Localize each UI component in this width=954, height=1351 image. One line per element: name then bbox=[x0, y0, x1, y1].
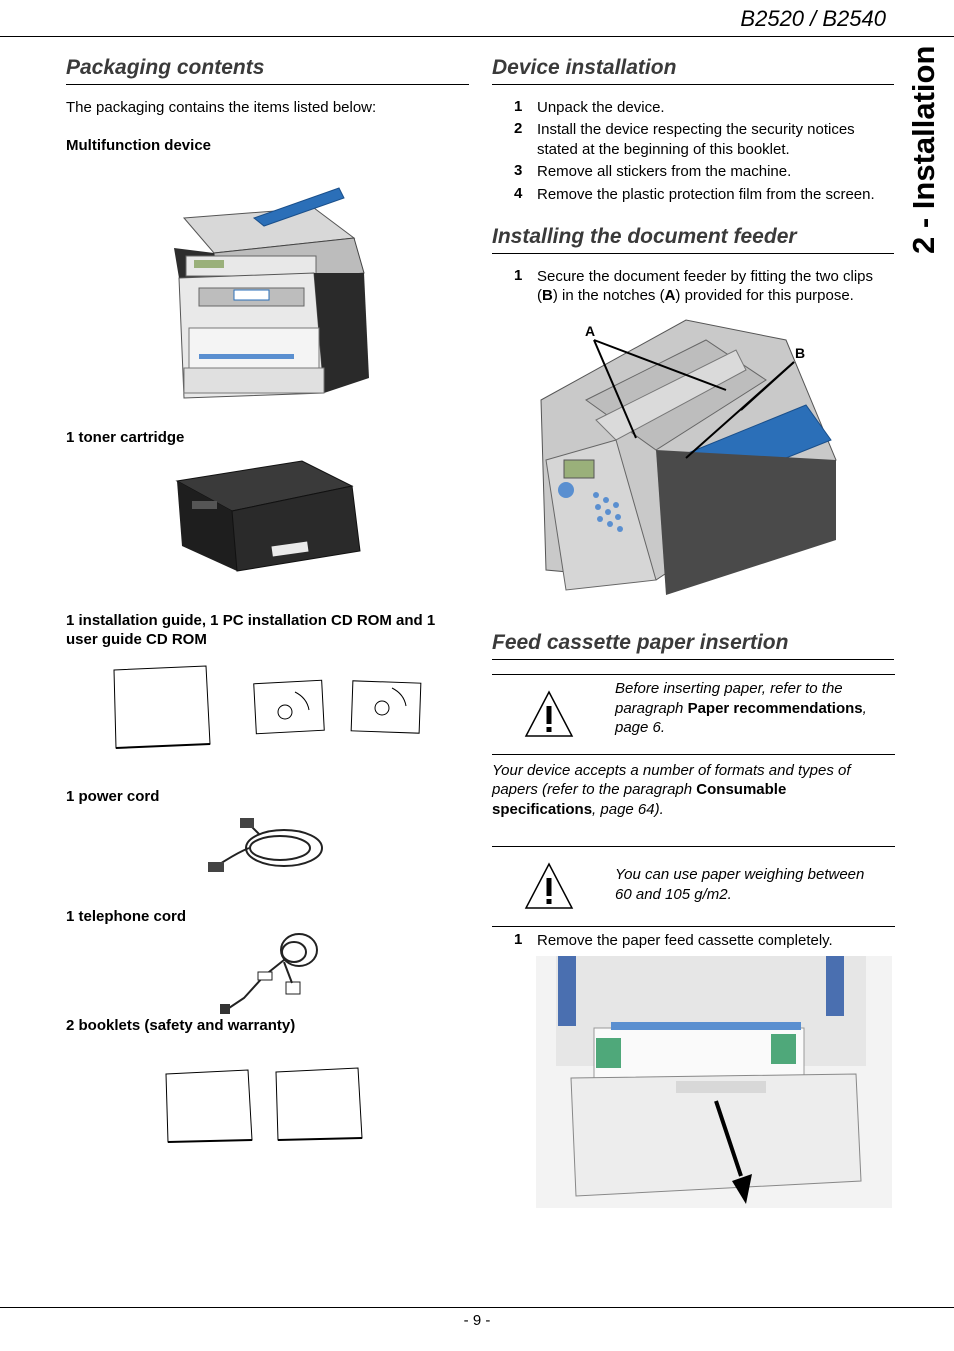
item-guides-line2: user guide CD ROM bbox=[66, 631, 207, 648]
step-number: 2 bbox=[514, 120, 523, 137]
packaging-rule bbox=[66, 84, 469, 85]
packaging-intro: The packaging contains the items listed below: bbox=[66, 99, 377, 116]
toner-cartridge-image bbox=[172, 456, 364, 586]
step-text: Install the device respecting the security notices bbox=[537, 121, 855, 138]
power-cord-image bbox=[204, 814, 328, 880]
step-number: 4 bbox=[514, 185, 523, 202]
feeder-step-text-continued: (B) in the notches (A) provided for this purpose. bbox=[537, 287, 854, 304]
cassette-title: Feed cassette paper insertion bbox=[492, 631, 789, 654]
paper-cassette-image bbox=[536, 956, 892, 1208]
label-a: A bbox=[585, 323, 596, 339]
guide-and-cd-image bbox=[110, 664, 440, 756]
item-toner: 1 toner cartridge bbox=[66, 429, 185, 446]
document-model: B2520 / B2540 bbox=[740, 6, 886, 31]
feeder-title: Installing the document feeder bbox=[492, 225, 797, 248]
page-number: - 9 - bbox=[463, 1312, 491, 1329]
packaging-title: Packaging contents bbox=[66, 56, 265, 79]
cassette-step-text: Remove the paper feed cassette completely. bbox=[537, 932, 833, 949]
cassette-paragraph: Your device accepts a number of formats and types of bbox=[492, 762, 851, 779]
cassette-rule bbox=[492, 659, 894, 660]
step-number: 3 bbox=[514, 162, 523, 179]
feeder-rule bbox=[492, 253, 894, 254]
device-installation-title: Device installation bbox=[492, 56, 677, 79]
warning-text: You can use paper weighing between bbox=[615, 866, 865, 883]
step-number: 1 bbox=[514, 98, 523, 115]
step-number: 1 bbox=[514, 931, 523, 948]
warning-icon bbox=[524, 690, 574, 738]
warning-icon bbox=[524, 862, 574, 910]
step-text: Unpack the device. bbox=[537, 99, 665, 116]
chapter-tab: 2 - Installation bbox=[906, 45, 941, 254]
booklets-image bbox=[162, 1066, 368, 1148]
step-number: 1 bbox=[514, 267, 523, 284]
warning-text: paragraph Paper recommendations, bbox=[615, 700, 867, 717]
step-text-continued: stated at the beginning of this booklet. bbox=[537, 141, 790, 158]
cassette-paragraph: papers (refer to the paragraph Consumable bbox=[492, 781, 787, 798]
step-text: Remove all stickers from the machine. bbox=[537, 163, 792, 180]
device-installation-rule bbox=[492, 84, 894, 85]
step-text: Remove the plastic protection film from the screen. bbox=[537, 186, 875, 203]
item-guides-line1: 1 installation guide, 1 PC installation CD ROM and 1 bbox=[66, 612, 436, 629]
telephone-cord-image bbox=[214, 928, 324, 1016]
footer-rule bbox=[0, 1307, 954, 1308]
warning-text: Before inserting paper, refer to the bbox=[615, 680, 843, 697]
feeder-step-text: Secure the document feeder by fitting the two clips bbox=[537, 268, 874, 285]
label-b: B bbox=[795, 345, 806, 361]
item-power-cord: 1 power cord bbox=[66, 788, 160, 805]
cassette-paragraph: specifications, page 64). bbox=[492, 801, 664, 818]
item-booklets: 2 booklets (safety and warranty) bbox=[66, 1017, 296, 1034]
warning-text: page 6. bbox=[615, 719, 666, 736]
item-multifunction: Multifunction device bbox=[66, 137, 212, 154]
item-telephone-cord: 1 telephone cord bbox=[66, 908, 187, 925]
warning-text: 60 and 105 g/m2. bbox=[615, 886, 732, 903]
header-rule bbox=[0, 36, 954, 37]
multifunction-device-image bbox=[154, 178, 380, 408]
document-feeder-image bbox=[536, 310, 856, 610]
